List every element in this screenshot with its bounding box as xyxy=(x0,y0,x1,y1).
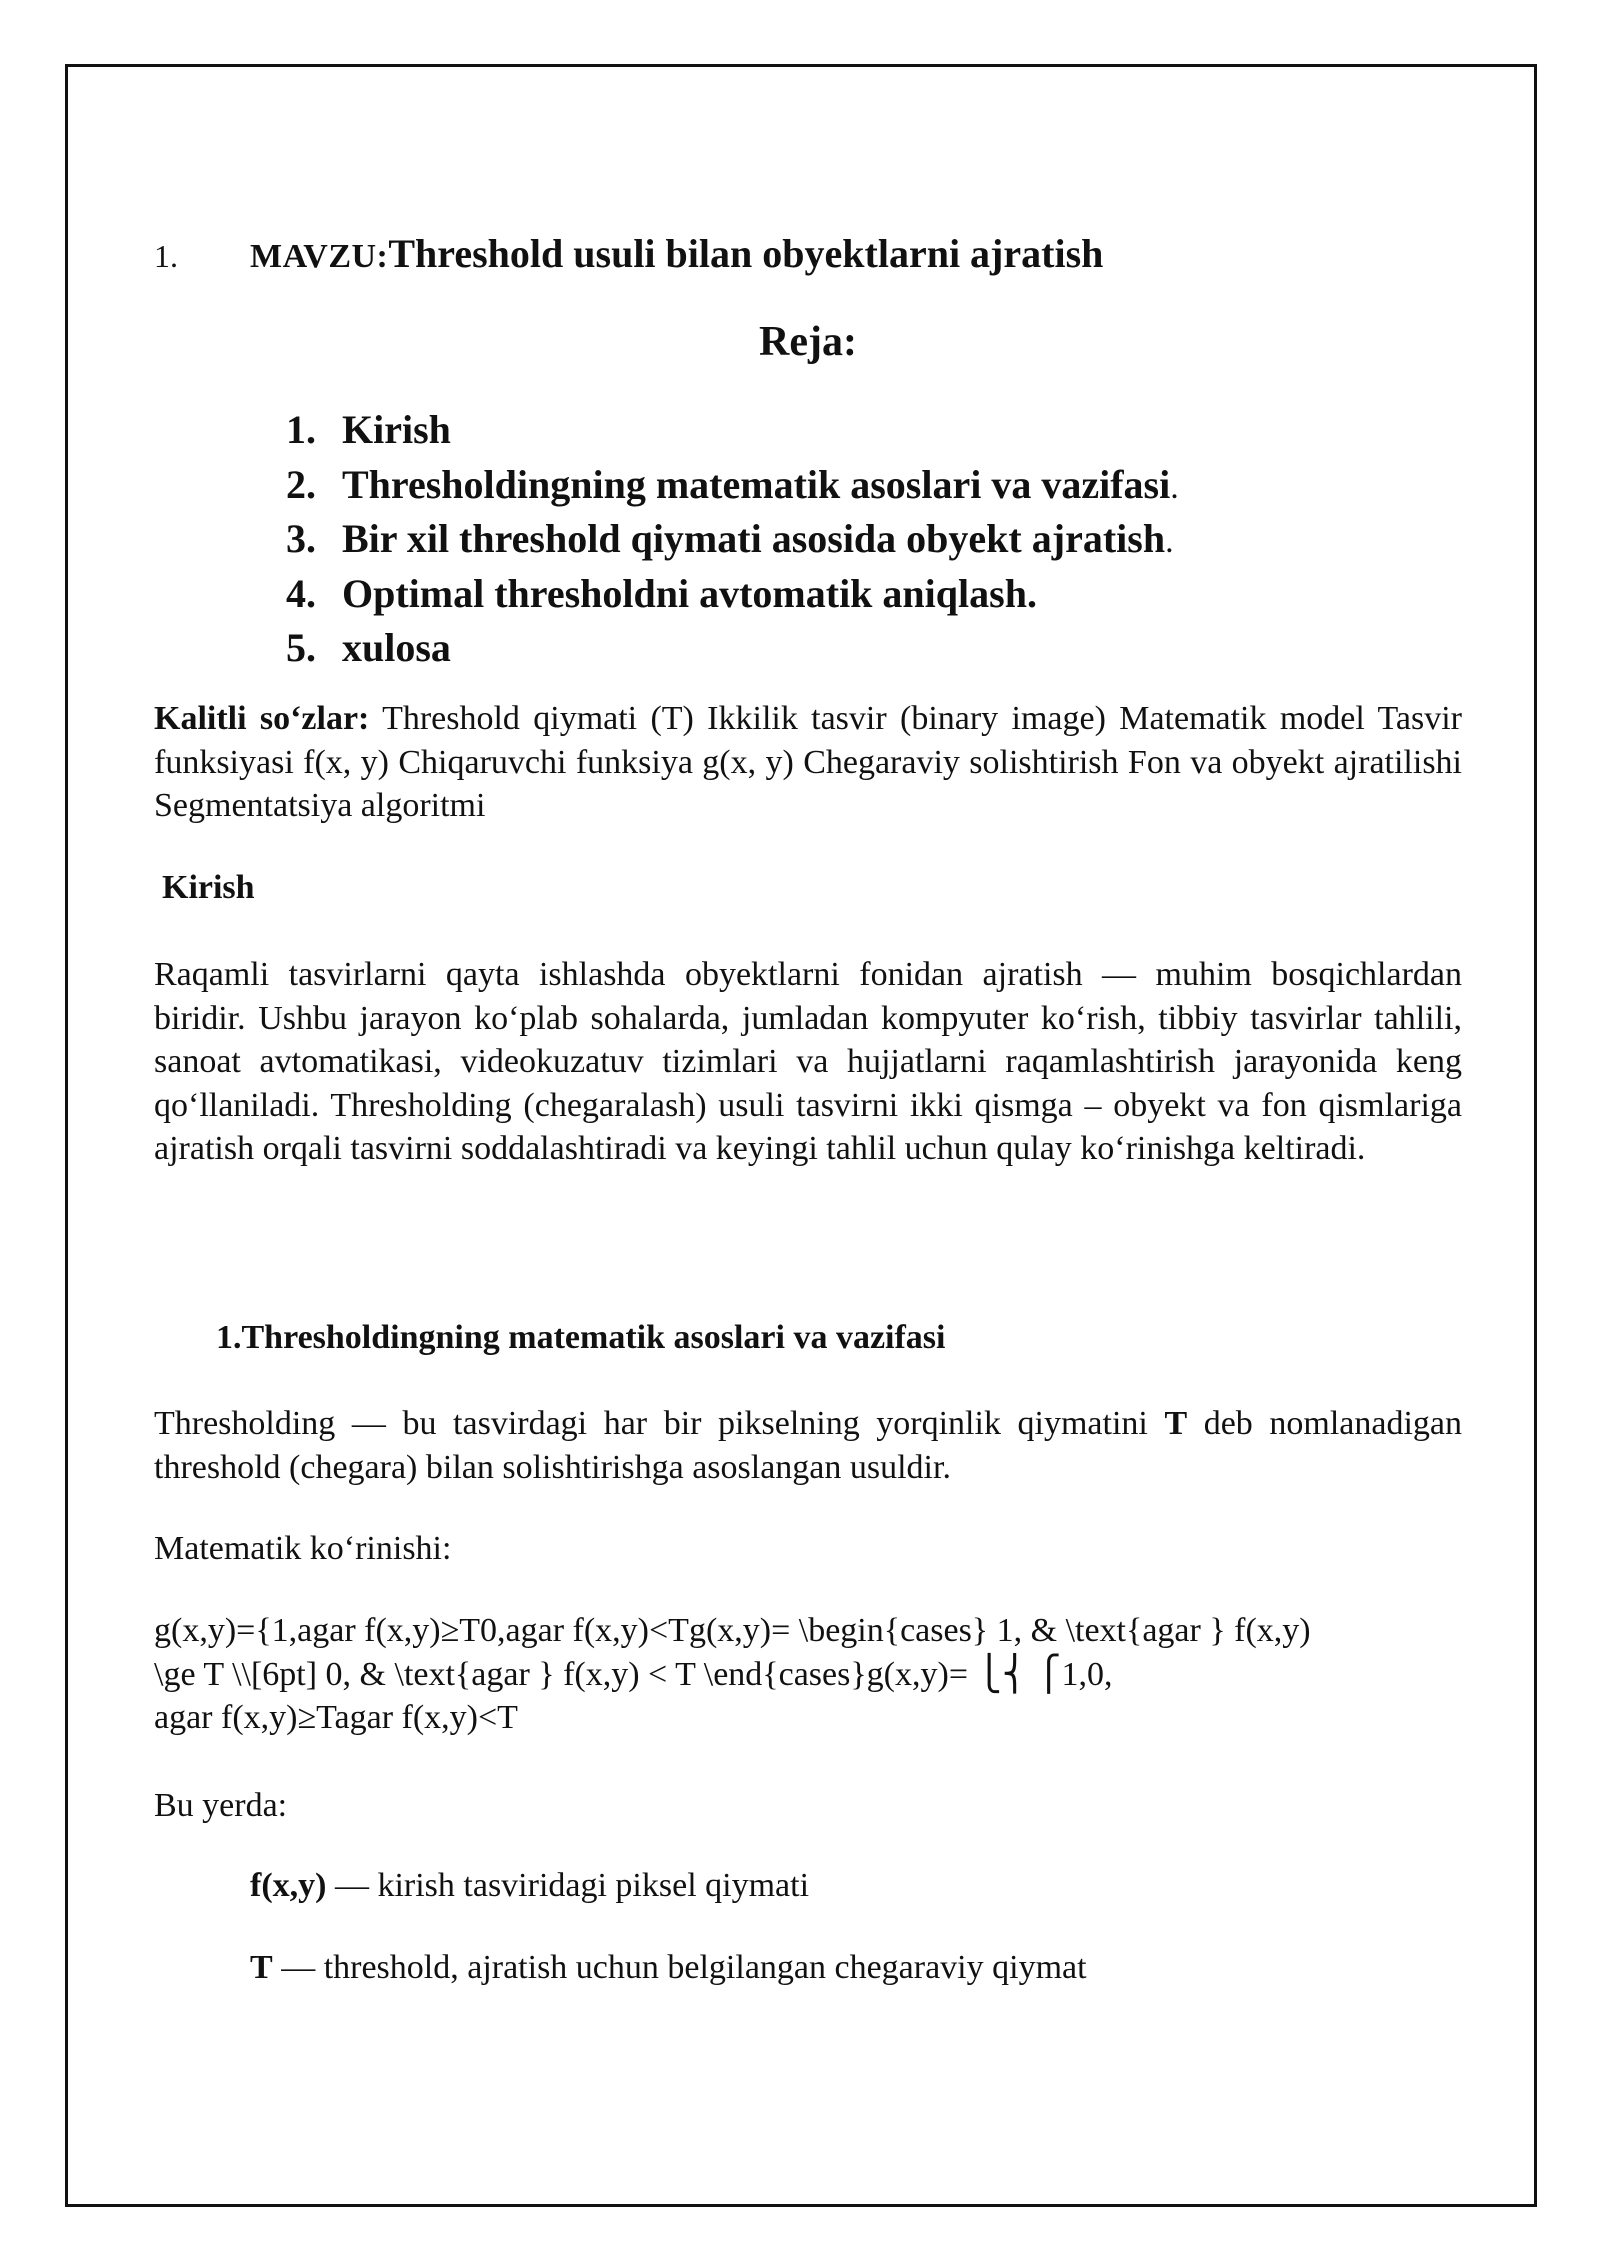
plan-item xyxy=(286,459,1179,514)
document-title xyxy=(154,226,1103,285)
plan-item-label: Thresholdingning matematik asoslari va vazifasi xyxy=(342,461,1171,507)
plan-item-suffix: . xyxy=(1165,523,1174,560)
formula-line: agar f(x,y)≥Tagar f(x,y)<T xyxy=(154,1699,518,1736)
formula-line: g(x,y)={1,agar f(x,y)≥T0,agar f(x,y)<Tg(x,y)= \begin{cases} 1, & \text{agar } f(x,y) xyxy=(154,1612,1311,1649)
section1-paragraph xyxy=(154,1402,1462,1489)
keywords-paragraph xyxy=(154,697,1462,828)
keywords-label: Kalitli so‘zlar: xyxy=(154,700,370,737)
keywords-text: Threshold qiymati (T) Ikkilik tasvir (binary image) Matematik model Tasvir funksiyasi f(x, y) Chiqaruvchi funksiya g(x, y) Chegaraviy solishtirish Fon va obyekt ajratilishi Segmentatsiya algoritmi xyxy=(154,700,1462,824)
plan-item-number: 3. xyxy=(286,516,316,561)
section1-text-after: deb nomlanadigan threshold (chegara) bilan solishtirishga asoslangan usuldir. xyxy=(154,1405,1462,1486)
plan-item-label: Kirish xyxy=(342,407,451,452)
formula-line: \ge T \\[6pt] 0, & \text{agar } f(x,y) < T \end{cases}g(x,y)= ⎩⎨ ⎧1,0, xyxy=(154,1655,1113,1693)
formula-block xyxy=(154,1609,1462,1740)
plan-item-number: 4. xyxy=(286,570,316,616)
plan-item-number: 2. xyxy=(286,461,316,507)
plan-item-number: 5. xyxy=(286,625,316,670)
plan-item xyxy=(286,513,1179,568)
intro-paragraph: Raqamli tasvirlarni qayta ishlashda obyektlarni fonidan ajratish — muhim bosqichlardan biridir. Ushbu jarayon ko‘plab sohalarda, jumladan kompyuter ko‘rish, tibbiy tasvirlar tahlili, sanoat avtomatikasi, videokuzatuv tizimlari va hujjatlarni raqamlashtirish jarayonida keng qo‘llaniladi. Thresholding (chegaralash) usuli tasvirni ikki qismga – obyekt va fon qismlariga ajratish orqali tasvirni soddalashtiradi va keyingi tahlil uchun qulay ko‘rinishga keltiradi. xyxy=(154,956,1462,1167)
plan-item xyxy=(286,622,1179,677)
definition-desc: — threshold, ajratish uchun belgilangan chegaraviy qiymat xyxy=(272,1949,1087,1986)
plan-item-number: 1. xyxy=(286,407,316,452)
definition-desc: — kirish tasviridagi piksel qiymati xyxy=(326,1867,810,1904)
plan-heading: Reja: xyxy=(759,319,857,365)
section1-text-before: Thresholding — bu tasvirdagi har bir pikselning yorqinlik qiymatini xyxy=(154,1405,1165,1442)
plan-item-label: Optimal thresholdni avtomatik aniqlash. xyxy=(342,570,1037,616)
plan-list xyxy=(286,404,1179,677)
definition-item xyxy=(250,1864,809,1908)
title-text: Threshold usuli bilan obyektlarni ajratish xyxy=(388,231,1104,276)
section1-text-bold: T xyxy=(1164,1405,1188,1442)
plan-item-label: Bir xil threshold qiymati asosida obyekt ajratish xyxy=(342,516,1166,561)
where-label: Bu yerda: xyxy=(154,1787,288,1824)
definition-item xyxy=(250,1946,1087,1990)
title-prefix: MAVZU: xyxy=(250,238,389,275)
plan-item-label: xulosa xyxy=(342,625,451,670)
plan-item-suffix: . xyxy=(1170,468,1179,506)
definition-term: T xyxy=(250,1949,273,1986)
math-label: Matematik ko‘rinishi: xyxy=(154,1530,452,1567)
plan-item xyxy=(286,404,1179,459)
intro-heading: Kirish xyxy=(162,869,255,906)
title-number: 1. xyxy=(154,238,178,274)
definition-term: f(x,y) xyxy=(250,1867,327,1904)
section1-heading: 1.Thresholdingning matematik asoslari va vazifasi xyxy=(216,1319,946,1356)
plan-item xyxy=(286,568,1179,623)
